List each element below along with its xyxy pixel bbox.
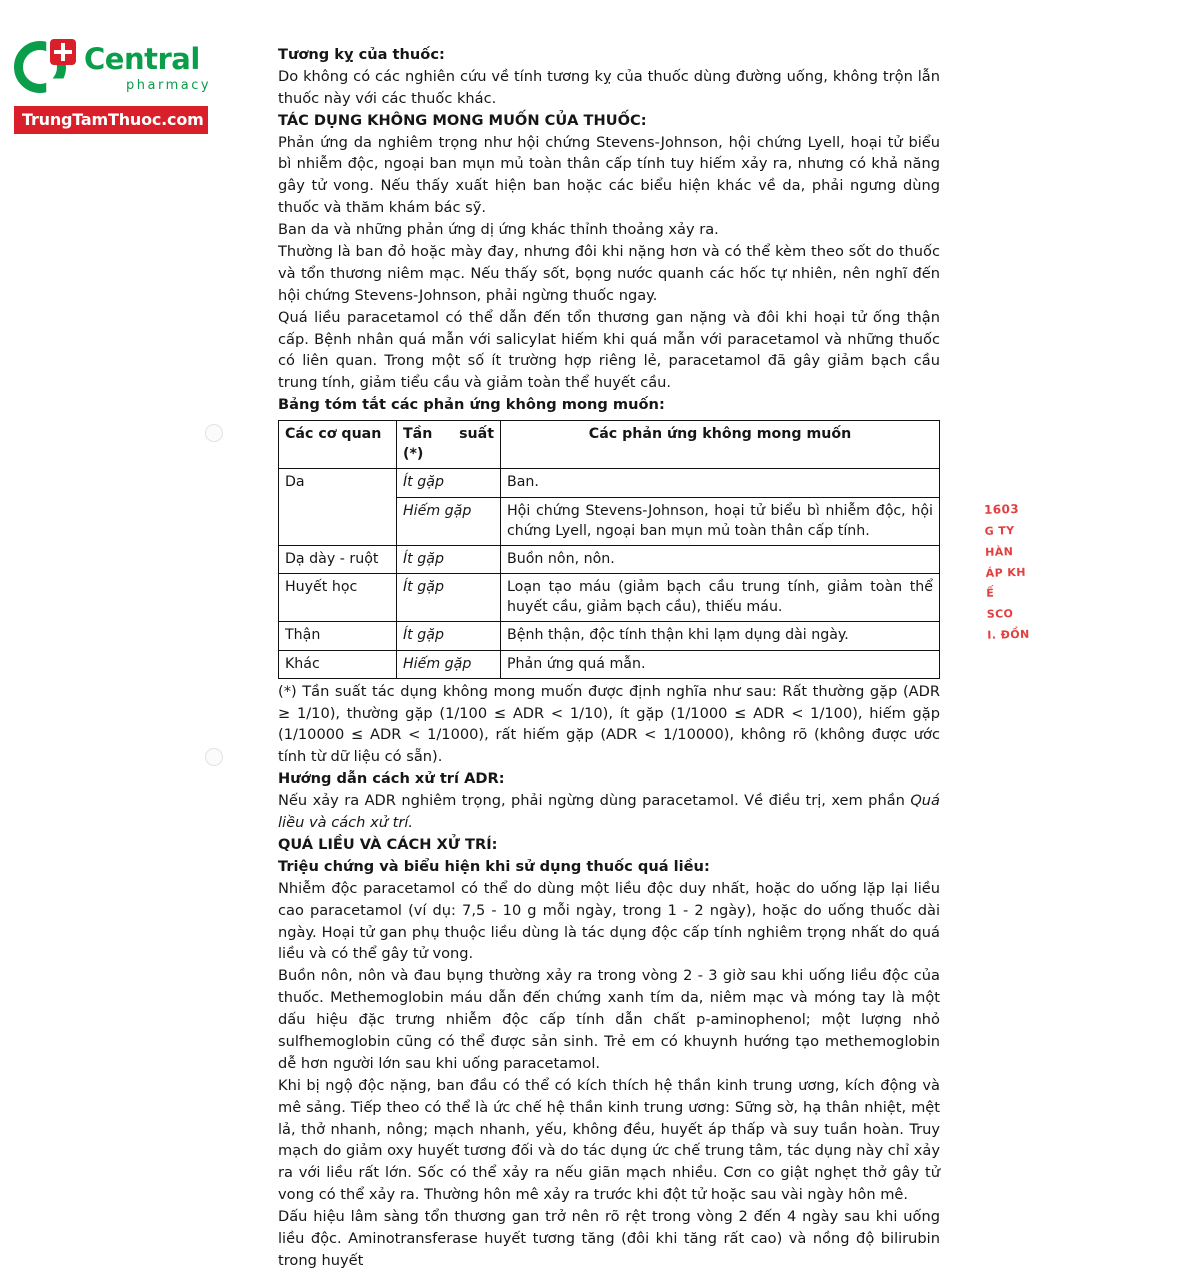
- cell-frequency: Hiếm gặp: [397, 497, 501, 545]
- website-banner: TrungTamThuoc.com: [14, 106, 208, 134]
- paragraph-adverse-2: Ban da và những phản ứng dị ứng khác thỉnh thoảng xảy ra.: [278, 221, 719, 239]
- cell-organ: Thận: [279, 622, 397, 650]
- logo-brand-name: Central: [84, 41, 200, 76]
- stamp-line: ÁP KH: [985, 565, 1026, 580]
- cell-reaction: Buồn nôn, nôn.: [501, 545, 940, 573]
- paragraph-overdose-1: Nhiễm độc paracetamol có thể do dùng một liều độc duy nhất, hoặc do uống lặp lại liều cao paracetamol (ví dụ: 7,5 - 10 g mỗi ngày, trong 1 - 2 ngày), hoặc do uống thuốc dài ngày. Hoại tử gan phụ thuộc liều dùng là tác dụng độc cấp tính nghiêm trọng nhất do quá liều và có thể gây tử vong.: [278, 879, 940, 963]
- red-stamp-overlay: [984, 497, 1050, 671]
- cell-reaction: Loạn tạo máu (giảm bạch cầu trung tính, giảm toàn thể huyết cầu, giảm bạch cầu), thiếu máu.: [501, 574, 940, 622]
- page-punch-hole: [205, 748, 223, 766]
- cell-reaction: Ban.: [501, 469, 940, 497]
- table-footnote: (*) Tần suất tác dụng không mong muốn được định nghĩa như sau: Rất thường gặp (ADR ≥ 1/10), thường gặp (1/100 ≤ ADR < 1/10), ít gặp (1/1000 ≤ ADR < 1/100), hiếm gặp (1/10000 ≤ ADR < 1/1000), rất hiếm gặp (ADR < 1/10000), không rõ (không được ước tính từ dữ liệu có sẵn).: [278, 682, 940, 766]
- subheading-symptoms: Triệu chứng và biểu hiện khi sử dụng thuốc quá liều:: [278, 857, 710, 875]
- stamp-line: Ế: [986, 587, 995, 601]
- paragraph-adverse-4: Quá liều paracetamol có thể dẫn đến tổn thương gan nặng và đôi khi hoại tử ống thận cấp. Bệnh nhân quá mẫn với salicylat hiếm khi quá mẫn với paracetamol và những thuốc có liên quan. Trong một số ít trường hợp riêng lẻ, paracetamol đã gây giảm bạch cầu trung tính, giảm tiểu cầu và giảm toàn thể huyết cầu.: [278, 308, 940, 392]
- page-punch-hole: [205, 424, 223, 442]
- paragraph-adverse-1: Phản ứng da nghiêm trọng như hội chứng Stevens-Johnson, hội chứng Lyell, hoại tử biểu bì nhiễm độc, ngoại ban mụn mủ toàn thân cấp tính tuy hiếm xảy ra, nhưng có khả năng gây tử vong. Nếu thấy xuất hiện ban hoặc các biểu hiện khác về da, phải ngưng dùng thuốc và thăm khám bác sỹ.: [278, 133, 940, 217]
- table-row: [279, 650, 940, 678]
- logo-brand-subtitle: pharmacy: [126, 77, 212, 93]
- logo-row: [14, 38, 254, 98]
- table-row: [279, 574, 940, 622]
- cell-frequency: Hiếm gặp: [397, 650, 501, 678]
- cell-frequency: Ít gặp: [397, 622, 501, 650]
- cell-frequency: Ít gặp: [397, 574, 501, 622]
- cell-organ: Dạ dày - ruột: [279, 545, 397, 573]
- adr-management-text: Nếu xảy ra ADR nghiêm trọng, phải ngừng dùng paracetamol. Về điều trị, xem phần: [278, 792, 911, 810]
- table-header-row: [279, 421, 940, 469]
- section-heading-adverse-effects: TÁC DỤNG KHÔNG MONG MUỐN CỦA THUỐC:: [278, 111, 647, 129]
- medical-cross-icon: [50, 39, 76, 65]
- adr-management-reference: Quá liều và cách xử trí.: [278, 792, 940, 832]
- stamp-line: I. ĐỒN: [987, 627, 1030, 643]
- paragraph-overdose-2: Buồn nôn, nôn và đau bụng thường xảy ra trong vòng 2 - 3 giờ sau khi uống liều độc của thuốc. Methemoglobin máu dẫn đến chứng xanh tím da, niêm mạc và móng tay là một dấu hiệu đặc trưng nhiễm độc cấp tính dẫn chất p-aminophenol; một lượng nhỏ sulfhemoglobin cũng có thể được sản sinh. Trẻ em có khuynh hướng tạo methemoglobin dễ hơn người lớn sau khi uống paracetamol.: [278, 967, 940, 1072]
- table-row: [279, 469, 940, 497]
- paragraph-adverse-3: Thường là ban đỏ hoặc mày đay, nhưng đôi khi nặng hơn và có thể kèm theo sốt do thuốc và tổn thương niêm mạc. Nếu thấy sốt, bọng nước quanh các hốc tự nhiên, nên nghĩ đến hội chứng Stevens-Johnson, phải ngừng thuốc ngay.: [278, 243, 940, 304]
- stamp-line: 1603: [983, 501, 1020, 517]
- table-row: [279, 622, 940, 650]
- stamp-line: G TY: [984, 523, 1015, 538]
- cell-frequency: Ít gặp: [397, 545, 501, 573]
- stamp-line: HÀN: [984, 544, 1014, 559]
- section-heading-adr-management: Hướng dẫn cách xử trí ADR:: [278, 770, 505, 788]
- brand-logo-block: [14, 38, 254, 134]
- cell-organ: Huyết học: [279, 574, 397, 622]
- logo-text: [84, 41, 212, 93]
- table-row: [279, 545, 940, 573]
- table-caption: Bảng tóm tắt các phản ứng không mong muốn:: [278, 396, 665, 414]
- section-heading-overdose: QUÁ LIỀU VÀ CÁCH XỬ TRÍ:: [278, 835, 498, 853]
- cell-organ: Khác: [279, 650, 397, 678]
- paragraph-incompatibility: Do không có các nghiên cứu về tính tương kỵ của thuốc dùng đường uống, không trộn lẫn thuốc này với các thuốc khác.: [278, 67, 940, 107]
- table-header-frequency: Tần suất (*): [397, 421, 501, 469]
- leaflet-text-column: [278, 44, 940, 1272]
- cell-frequency: Ít gặp: [397, 469, 501, 497]
- paragraph-overdose-4: Dấu hiệu lâm sàng tổn thương gan trở nên rõ rệt trong vòng 2 đến 4 ngày sau khi uống liều độc. Aminotransferase huyết tương tăng (đôi khi tăng rất cao) và nồng độ bilirubin trong huyết: [278, 1208, 940, 1269]
- cell-reaction: Hội chứng Stevens-Johnson, hoại tử biểu bì nhiễm độc, hội chứng Lyell, ngoại ban mụn mủ toàn thân cấp tính.: [501, 497, 940, 545]
- adverse-reactions-table: [278, 420, 940, 679]
- table-header-organ: Các cơ quan: [279, 421, 397, 469]
- cell-reaction: Bệnh thận, độc tính thận khi lạm dụng dài ngày.: [501, 622, 940, 650]
- section-heading-incompatibility: Tương kỵ của thuốc:: [278, 46, 445, 63]
- paragraph-overdose-3: Khi bị ngộ độc nặng, ban đầu có thể có kích thích hệ thần kinh trung ương, kích động và mê sảng. Tiếp theo có thể là ức chế hệ thần kinh trung ương: Sững sờ, hạ thân nhiệt, mệt lả, thở nhanh, nông; mạch nhanh, yếu, không đều, huyết áp thấp và suy tuần hoàn. Truy mạch do giảm oxy huyết tương đối và do tác dụng ức chế trung tâm, tác dụng này chỉ xảy ra với liều rất lớn. Sốc có thể xảy ra nếu giãn mạch nhiều. Cơn co giật nghẹt thở gây tử vong có thể xảy ra. Thường hôn mê xảy ra trước khi đột tử hoặc sau vài ngày hôn mê.: [278, 1076, 940, 1204]
- table-header-reaction: Các phản ứng không mong muốn: [501, 421, 940, 469]
- cell-organ: Da: [279, 469, 397, 545]
- cell-reaction: Phản ứng quá mẫn.: [501, 650, 940, 678]
- paragraph-adr-management: [278, 790, 940, 834]
- central-pharmacy-logo-icon: [14, 38, 74, 98]
- stamp-line: SCO: [986, 607, 1014, 622]
